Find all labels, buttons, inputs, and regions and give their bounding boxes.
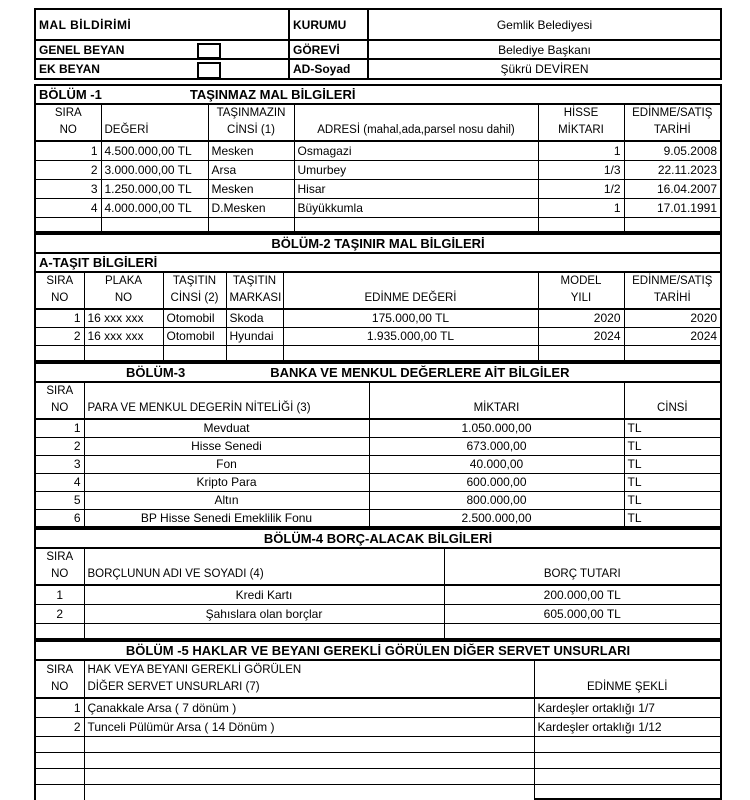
cell-sira-no: 1 xyxy=(35,141,101,160)
table-row xyxy=(35,768,721,784)
cell-cinsi: Otomobil xyxy=(163,309,226,327)
bolum3-title: BANKA VE MENKUL DEĞERLERE AİT BİLGİLER xyxy=(270,365,570,380)
table-row xyxy=(35,455,721,473)
cell-tarih: 9.05.2008 xyxy=(624,141,721,160)
col-header-sira: SIRA NO xyxy=(35,382,84,419)
col-header-tarih: EDİNME/SATIŞ TARİHİ xyxy=(624,272,721,309)
table-row xyxy=(35,736,721,752)
cell-sira-no: 1 xyxy=(35,698,84,717)
bolum5-title-row xyxy=(35,641,721,660)
adsoyad-label: AD-Soyad xyxy=(289,59,368,79)
table-row xyxy=(35,623,721,639)
cell-sira-no: 1 xyxy=(35,419,84,437)
cell-hisse: 1/3 xyxy=(538,160,624,179)
cell-tarih: 17.01.1991 xyxy=(624,198,721,217)
cell-cinsi: D.Mesken xyxy=(208,198,294,217)
genel-beyan-cell xyxy=(35,40,289,59)
bolum1-title-row xyxy=(35,85,721,104)
genel-beyan-checkbox[interactable] xyxy=(197,43,221,59)
table-row xyxy=(35,491,721,509)
cell-cinsi: TL xyxy=(624,455,721,473)
col-header-edinme-sekli: EDİNME ŞEKLİ xyxy=(534,660,721,698)
genel-beyan-label: GENEL BEYAN xyxy=(39,42,125,57)
cell-tutar: 605.000,00 TL xyxy=(444,604,721,623)
table-row xyxy=(35,160,721,179)
cell-tarih: 22.11.2023 xyxy=(624,160,721,179)
cell-nitelik: Altın xyxy=(84,491,369,509)
cell-sira-no: 5 xyxy=(35,491,84,509)
empty-cell xyxy=(624,217,721,232)
table-row xyxy=(35,473,721,491)
cell-miktar: 800.000,00 xyxy=(369,491,624,509)
cell-marka: Skoda xyxy=(226,309,283,327)
table-row xyxy=(35,345,721,361)
cell-adresi: Hisar xyxy=(294,179,538,198)
empty-cell xyxy=(226,345,283,361)
cell-nitelik: Fon xyxy=(84,455,369,473)
empty-cell xyxy=(208,217,294,232)
bolum2-title-row xyxy=(35,234,721,253)
empty-cell xyxy=(534,736,721,752)
table-row xyxy=(35,784,721,800)
empty-cell xyxy=(35,752,84,768)
bolum3-title-no: BÖLÜM-3 xyxy=(126,365,186,380)
table-row xyxy=(35,698,721,717)
kurumu-value: Gemlik Belediyesi xyxy=(368,9,721,40)
cell-degeri: 4.000.000,00 TL xyxy=(101,198,208,217)
bolum1-title: TAŞINMAZ MAL BİLGİLERİ xyxy=(189,87,356,102)
cell-cinsi: TL xyxy=(624,419,721,437)
cell-hisse: 1 xyxy=(538,198,624,217)
col-header-cinsi: TAŞINMAZIN CİNSİ (1) xyxy=(208,104,294,141)
cell-borclu: Kredi Kartı xyxy=(84,585,444,604)
form-title: MAL BİLDİRİMİ xyxy=(35,9,289,40)
cell-sira-no: 4 xyxy=(35,198,101,217)
table-row xyxy=(35,419,721,437)
cell-unsur: Tunceli Pülümür Arsa ( 14 Dönüm ) xyxy=(84,717,534,736)
table-row xyxy=(35,585,721,604)
cell-miktar: 673.000,00 xyxy=(369,437,624,455)
empty-cell xyxy=(35,784,84,800)
cell-plaka: 16 xxx xxx xyxy=(84,309,163,327)
empty-cell xyxy=(84,768,534,784)
cell-cinsi: Mesken xyxy=(208,141,294,160)
cell-sira-no: 3 xyxy=(35,179,101,198)
cell-sira-no: 1 xyxy=(35,309,84,327)
table-row xyxy=(35,309,721,327)
ek-beyan-checkbox[interactable] xyxy=(197,62,221,79)
cell-sira-no: 3 xyxy=(35,455,84,473)
table-row xyxy=(35,217,721,232)
cell-nitelik: Kripto Para xyxy=(84,473,369,491)
col-header-cinsi: TAŞITIN CİNSİ (2) xyxy=(163,272,226,309)
bolum1-title-no: BÖLÜM -1 xyxy=(39,87,102,102)
empty-cell xyxy=(84,752,534,768)
empty-cell xyxy=(163,345,226,361)
empty-cell xyxy=(624,345,721,361)
bolum5-table xyxy=(34,640,722,800)
empty-cell xyxy=(534,752,721,768)
form-header-table xyxy=(34,8,722,80)
cell-cinsi: TL xyxy=(624,491,721,509)
table-row xyxy=(35,752,721,768)
col-header-tutar: BORÇ TUTARI xyxy=(444,548,721,585)
empty-cell xyxy=(35,623,84,639)
cell-sira-no: 2 xyxy=(35,160,101,179)
cell-sira-no: 1 xyxy=(35,585,84,604)
col-header-adresi: ADRESİ (mahal,ada,parsel nosu dahil) xyxy=(294,104,538,141)
empty-cell xyxy=(35,736,84,752)
table-row xyxy=(35,327,721,345)
cell-marka: Hyundai xyxy=(226,327,283,345)
bolum4-title: BÖLÜM-4 BORÇ-ALACAK BİLGİLERİ xyxy=(35,529,721,548)
cell-cinsi: TL xyxy=(624,509,721,527)
col-header-hisse: HİSSE MİKTARI xyxy=(538,104,624,141)
col-header-hak: HAK VEYA BEYANI GEREKLİ GÖRÜLEN DİĞER SERVET UNSURLARI (7) xyxy=(84,660,534,698)
cell-tarih: 16.04.2007 xyxy=(624,179,721,198)
cell-edinme-degeri: 175.000,00 TL xyxy=(283,309,538,327)
ek-beyan-label: EK BEYAN xyxy=(39,62,100,76)
table-row xyxy=(35,179,721,198)
col-header-cinsi: CİNSİ xyxy=(624,382,721,419)
empty-cell xyxy=(84,345,163,361)
table-row xyxy=(35,509,721,527)
col-header-marka: TAŞITIN MARKASI xyxy=(226,272,283,309)
empty-cell xyxy=(35,768,84,784)
empty-cell xyxy=(283,345,538,361)
gorevi-value: Belediye Başkanı xyxy=(368,40,721,59)
bolum4-table xyxy=(34,528,722,640)
empty-cell xyxy=(538,345,624,361)
empty-cell xyxy=(538,217,624,232)
empty-cell xyxy=(534,768,721,784)
cell-tutar: 200.000,00 TL xyxy=(444,585,721,604)
bolum3-header-row xyxy=(35,382,721,419)
empty-cell xyxy=(294,217,538,232)
cell-model: 2024 xyxy=(538,327,624,345)
adsoyad-value: Şükrü DEVİREN xyxy=(368,59,721,79)
empty-cell xyxy=(35,217,101,232)
cell-edinme-degeri: 1.935.000,00 TL xyxy=(283,327,538,345)
cell-degeri: 4.500.000,00 TL xyxy=(101,141,208,160)
empty-cell xyxy=(84,784,534,800)
cell-nitelik: Hisse Senedi xyxy=(84,437,369,455)
cell-adresi: Büyükkumla xyxy=(294,198,538,217)
ek-beyan-cell xyxy=(35,59,289,79)
table-row xyxy=(35,437,721,455)
bolum3-title-row xyxy=(35,363,721,382)
kurumu-label: KURUMU xyxy=(289,9,368,40)
cell-adresi: Umurbey xyxy=(294,160,538,179)
cell-hisse: 1/2 xyxy=(538,179,624,198)
cell-miktar: 2.500.000,00 xyxy=(369,509,624,527)
bolum4-title-row xyxy=(35,529,721,548)
cell-model: 2020 xyxy=(538,309,624,327)
cell-sira-no: 6 xyxy=(35,509,84,527)
cell-adresi: Osmagazi xyxy=(294,141,538,160)
table-row xyxy=(35,9,721,40)
col-header-edinme-degeri: EDİNME DEĞERİ xyxy=(283,272,538,309)
col-header-model: MODEL YILI xyxy=(538,272,624,309)
cell-hisse: 1 xyxy=(538,141,624,160)
cell-plaka: 16 xxx xxx xyxy=(84,327,163,345)
cell-sira-no: 2 xyxy=(35,604,84,623)
col-header-sira: SIRA NO xyxy=(35,548,84,585)
cell-miktar: 600.000,00 xyxy=(369,473,624,491)
bolum1-table xyxy=(34,84,722,233)
cell-cinsi: Otomobil xyxy=(163,327,226,345)
col-header-sira: SIRA NO xyxy=(35,272,84,309)
cell-edinme-sekli: Kardeşler ortaklığı 1/12 xyxy=(534,717,721,736)
cell-miktar: 1.050.000,00 xyxy=(369,419,624,437)
empty-cell xyxy=(84,623,444,639)
col-header-tarih: EDİNME/SATIŞ TARİHİ xyxy=(624,104,721,141)
cell-unsur: Çanakkale Arsa ( 7 dönüm ) xyxy=(84,698,534,717)
bolum2-subtitle-row xyxy=(35,253,721,272)
gorevi-label: GÖREVİ xyxy=(289,40,368,59)
bolum2-header-row xyxy=(35,272,721,309)
col-header-sira: SIRA NO xyxy=(35,660,84,698)
bolum5-title: BÖLÜM -5 HAKLAR VE BEYANI GEREKLİ GÖRÜLEN DİĞER SERVET UNSURLARI xyxy=(35,641,721,660)
empty-cell xyxy=(444,623,721,639)
col-header-degeri: DEĞERİ xyxy=(101,104,208,141)
bolum1-header-row xyxy=(35,104,721,141)
cell-sira-no: 2 xyxy=(35,717,84,736)
cell-borclu: Şahıslara olan borçlar xyxy=(84,604,444,623)
cell-sira-no: 2 xyxy=(35,437,84,455)
cell-nitelik: BP Hisse Senedi Emeklilik Fonu xyxy=(84,509,369,527)
bolum2-subtitle: A-TAŞIT BİLGİLERİ xyxy=(35,253,721,272)
cell-tarih: 2020 xyxy=(624,309,721,327)
cell-degeri: 3.000.000,00 TL xyxy=(101,160,208,179)
table-row xyxy=(35,604,721,623)
bolum2-title: BÖLÜM-2 TAŞINIR MAL BİLGİLERİ xyxy=(35,234,721,253)
empty-cell xyxy=(534,784,721,800)
table-row xyxy=(35,59,721,79)
bolum2-table xyxy=(34,233,722,362)
table-row xyxy=(35,717,721,736)
cell-cinsi: Arsa xyxy=(208,160,294,179)
cell-cinsi: TL xyxy=(624,437,721,455)
table-row xyxy=(35,198,721,217)
cell-cinsi: TL xyxy=(624,473,721,491)
bolum5-header-row xyxy=(35,660,721,698)
col-header-nitelik: PARA VE MENKUL DEGERİN NİTELİĞİ (3) xyxy=(84,382,369,419)
table-row xyxy=(35,40,721,59)
col-header-borclu: BORÇLUNUN ADI VE SOYADI (4) xyxy=(84,548,444,585)
cell-miktar: 40.000,00 xyxy=(369,455,624,473)
cell-edinme-sekli: Kardeşler ortaklığı 1/7 xyxy=(534,698,721,717)
cell-sira-no: 4 xyxy=(35,473,84,491)
empty-cell xyxy=(101,217,208,232)
table-row xyxy=(35,141,721,160)
col-header-plaka: PLAKA NO xyxy=(84,272,163,309)
col-header-miktar: MİKTARI xyxy=(369,382,624,419)
cell-sira-no: 2 xyxy=(35,327,84,345)
empty-cell xyxy=(35,345,84,361)
cell-degeri: 1.250.000,00 TL xyxy=(101,179,208,198)
cell-tarih: 2024 xyxy=(624,327,721,345)
bolum4-header-row xyxy=(35,548,721,585)
col-header-sira: SIRA NO xyxy=(35,104,101,141)
cell-nitelik: Mevduat xyxy=(84,419,369,437)
cell-cinsi: Mesken xyxy=(208,179,294,198)
bolum3-table xyxy=(34,362,722,528)
empty-cell xyxy=(84,736,534,752)
